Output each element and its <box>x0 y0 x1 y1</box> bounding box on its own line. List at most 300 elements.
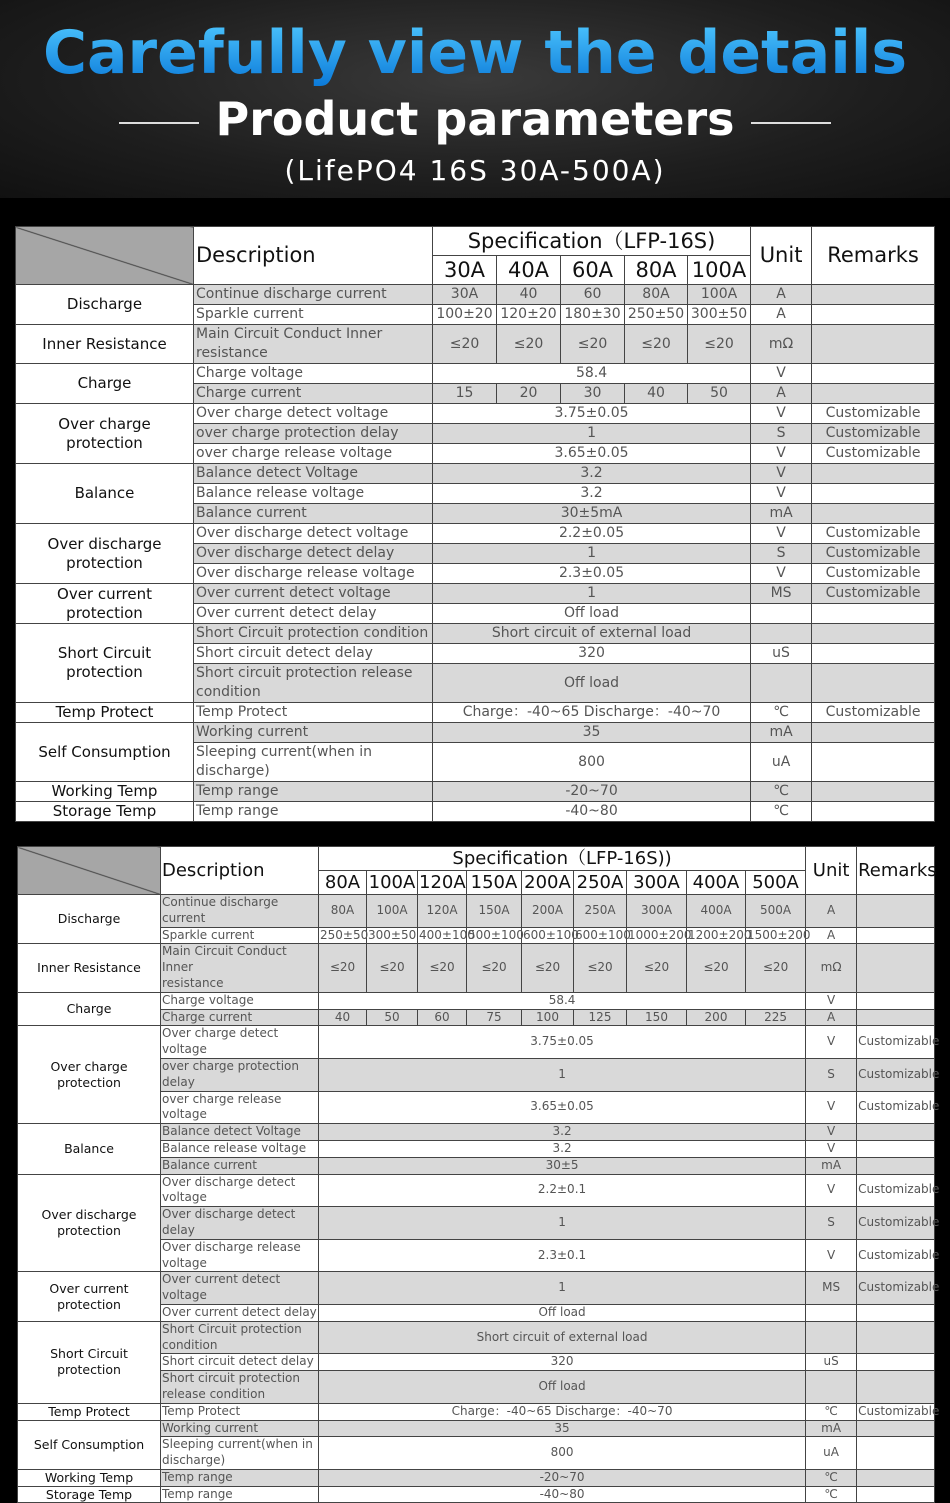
remark-cell: Customizable <box>857 1403 935 1420</box>
remark-cell: Customizable <box>857 1058 935 1091</box>
remark-cell: Customizable <box>812 584 935 604</box>
category-cell: Balance <box>16 464 194 524</box>
value-cell-merged: 1 <box>319 1272 806 1305</box>
table-row <box>16 364 935 384</box>
value-cell: 125 <box>574 1009 627 1026</box>
remark-cell <box>812 464 935 484</box>
remark-cell <box>812 604 935 624</box>
unit-cell: A <box>751 285 812 305</box>
model-column-header: 80A <box>625 256 688 285</box>
unit-cell: V <box>806 1239 857 1272</box>
value-cell-merged: -20~70 <box>433 782 751 802</box>
unit-cell: V <box>751 364 812 384</box>
description-cell: Balance current <box>194 504 433 524</box>
value-cell-merged: 1 <box>433 584 751 604</box>
remark-cell <box>857 1469 935 1486</box>
category-cell: Working Temp <box>18 1469 161 1486</box>
subtitle-text: Product parameters <box>215 92 735 146</box>
value-cell-merged: Charge：-40~65 Discharge：-40~70 <box>433 703 751 723</box>
description-cell: Over charge detect voltage <box>161 1026 319 1059</box>
hero-banner <box>0 0 950 198</box>
value-cell-merged: 58.4 <box>433 364 751 384</box>
unit-cell <box>806 1371 857 1404</box>
value-cell: 150A <box>467 895 522 928</box>
unit-cell: S <box>751 424 812 444</box>
spec-table-30a-100a <box>15 226 935 822</box>
remark-cell: Customizable <box>857 1207 935 1240</box>
table-row <box>18 1403 935 1420</box>
category-cell: Balance <box>18 1124 161 1174</box>
description-cell: Balance detect Voltage <box>161 1124 319 1141</box>
value-cell-merged: 3.75±0.05 <box>319 1026 806 1059</box>
value-cell-merged: 3.65±0.05 <box>319 1091 806 1124</box>
category-cell: Over current protection <box>16 584 194 624</box>
unit-cell: mA <box>806 1420 857 1437</box>
remarks-header: Remarks <box>812 227 935 285</box>
description-cell: Temp range <box>194 802 433 822</box>
hero-title: Carefully view the details <box>0 18 950 88</box>
table-row <box>16 723 935 743</box>
specification-header: Specification（LFP-16S) <box>433 227 751 256</box>
category-cell: Temp Protect <box>16 703 194 723</box>
value-cell-merged: Off load <box>433 604 751 624</box>
unit-cell <box>751 624 812 644</box>
value-cell: 400±100 <box>418 927 467 944</box>
table-row <box>18 1272 935 1305</box>
description-cell: Short circuit protection release condition <box>194 664 433 703</box>
table-row <box>16 802 935 822</box>
value-cell: ≤20 <box>418 944 467 992</box>
value-cell-merged: 1 <box>433 424 751 444</box>
divider-right <box>751 122 831 124</box>
table-row <box>18 944 935 992</box>
model-column-header: 150A <box>467 871 522 895</box>
value-cell-merged: 35 <box>433 723 751 743</box>
remark-cell <box>812 325 935 364</box>
category-cell: Over current protection <box>18 1272 161 1321</box>
unit-cell: A <box>751 305 812 325</box>
value-cell: ≤20 <box>522 944 574 992</box>
value-cell: 300A <box>627 895 687 928</box>
value-cell: ≤20 <box>467 944 522 992</box>
value-cell: 50 <box>688 384 751 404</box>
description-cell: Over discharge detect delay <box>161 1207 319 1240</box>
remark-cell: Customizable <box>812 544 935 564</box>
remark-cell: Customizable <box>857 1026 935 1059</box>
value-cell: ≤20 <box>497 325 561 364</box>
table-row <box>16 624 935 644</box>
value-cell: 120±20 <box>497 305 561 325</box>
remark-cell: Customizable <box>857 1272 935 1305</box>
remark-cell: Customizable <box>812 444 935 464</box>
remark-cell <box>857 1354 935 1371</box>
description-cell: Main Circuit Conduct Inner resistance <box>161 944 319 992</box>
unit-cell: V <box>751 404 812 424</box>
remark-cell <box>812 802 935 822</box>
specification-header: Specification（LFP-16S)) <box>319 847 806 871</box>
remark-cell <box>812 743 935 782</box>
description-cell: Temp Protect <box>194 703 433 723</box>
value-cell: 500±100 <box>467 927 522 944</box>
table-row <box>16 703 935 723</box>
category-cell: Temp Protect <box>18 1403 161 1420</box>
unit-cell: V <box>751 464 812 484</box>
description-cell: Working current <box>161 1420 319 1437</box>
unit-cell: ℃ <box>806 1403 857 1420</box>
remark-cell <box>857 1009 935 1026</box>
table-row <box>18 1469 935 1486</box>
value-cell: 20 <box>497 384 561 404</box>
value-cell-merged: 2.3±0.1 <box>319 1239 806 1272</box>
value-cell: 150 <box>627 1009 687 1026</box>
value-cell: 50 <box>367 1009 418 1026</box>
model-column-header: 250A <box>574 871 627 895</box>
table-row <box>16 325 935 364</box>
remark-cell <box>812 504 935 524</box>
remark-cell: Customizable <box>857 1174 935 1207</box>
remark-cell: Customizable <box>857 1091 935 1124</box>
description-cell: Over current detect voltage <box>161 1272 319 1305</box>
category-cell: Over charge protection <box>16 404 194 464</box>
unit-cell: V <box>751 524 812 544</box>
value-cell-merged: 3.2 <box>319 1140 806 1157</box>
value-cell: 250±50 <box>319 927 367 944</box>
description-cell: Over discharge release voltage <box>161 1239 319 1272</box>
value-cell: 500A <box>746 895 806 928</box>
value-cell-merged: 58.4 <box>319 992 806 1009</box>
unit-cell: ℃ <box>751 802 812 822</box>
table-row <box>18 1026 935 1059</box>
value-cell-merged: 2.2±0.1 <box>319 1174 806 1207</box>
table-row <box>18 1174 935 1207</box>
remark-cell <box>857 1321 935 1354</box>
category-cell: Self Consumption <box>16 723 194 782</box>
description-cell: Continue discharge current <box>194 285 433 305</box>
value-cell-merged: 1 <box>433 544 751 564</box>
remark-cell: Customizable <box>812 524 935 544</box>
table-row <box>16 285 935 305</box>
table-row <box>18 1420 935 1437</box>
description-cell: Balance release voltage <box>194 484 433 504</box>
unit-cell: V <box>751 564 812 584</box>
description-cell: over charge protection delay <box>161 1058 319 1091</box>
value-cell-merged: 1 <box>319 1058 806 1091</box>
description-cell: Balance release voltage <box>161 1140 319 1157</box>
value-cell: 100A <box>688 285 751 305</box>
remark-cell: Customizable <box>812 424 935 444</box>
value-cell-merged: 30±5 <box>319 1157 806 1174</box>
unit-cell: MS <box>806 1272 857 1305</box>
value-cell: ≤20 <box>687 944 746 992</box>
unit-cell: uA <box>806 1437 857 1470</box>
value-cell: 300±50 <box>367 927 418 944</box>
value-cell: 30 <box>561 384 625 404</box>
remark-cell <box>857 927 935 944</box>
table-row <box>16 782 935 802</box>
unit-cell: ℃ <box>751 782 812 802</box>
remark-cell <box>857 1420 935 1437</box>
table-row <box>16 524 935 544</box>
description-cell: Charge voltage <box>161 992 319 1009</box>
value-cell: 100±20 <box>433 305 497 325</box>
unit-cell: V <box>751 484 812 504</box>
value-cell: 1500±200 <box>746 927 806 944</box>
divider-left <box>119 122 199 124</box>
value-cell-merged: 2.2±0.05 <box>433 524 751 544</box>
unit-cell: ℃ <box>806 1469 857 1486</box>
value-cell: ≤20 <box>746 944 806 992</box>
value-cell-merged: 3.2 <box>433 484 751 504</box>
category-cell: Storage Temp <box>18 1486 161 1503</box>
value-cell: 60 <box>561 285 625 305</box>
model-column-header: 100A <box>688 256 751 285</box>
description-header: Description <box>194 227 433 285</box>
value-cell: 600±100 <box>522 927 574 944</box>
remark-cell <box>812 644 935 664</box>
description-cell: Over current detect delay <box>194 604 433 624</box>
model-column-header: 60A <box>561 256 625 285</box>
value-cell: 250±50 <box>625 305 688 325</box>
unit-cell: mA <box>806 1157 857 1174</box>
value-cell: 400A <box>687 895 746 928</box>
value-cell: 40 <box>497 285 561 305</box>
unit-cell <box>806 1304 857 1321</box>
category-cell: Inner Resistance <box>16 325 194 364</box>
table-row <box>18 1124 935 1141</box>
remark-cell <box>812 723 935 743</box>
description-cell: Over discharge detect delay <box>194 544 433 564</box>
category-cell: Inner Resistance <box>18 944 161 992</box>
value-cell: 40 <box>625 384 688 404</box>
category-cell: Storage Temp <box>16 802 194 822</box>
value-cell: 80A <box>319 895 367 928</box>
unit-cell: S <box>806 1207 857 1240</box>
remark-cell <box>812 305 935 325</box>
description-cell: Temp range <box>161 1486 319 1503</box>
remark-cell <box>857 1157 935 1174</box>
unit-cell: uS <box>806 1354 857 1371</box>
description-cell: Charge current <box>161 1009 319 1026</box>
value-cell: 300±50 <box>688 305 751 325</box>
category-cell: Over discharge protection <box>18 1174 161 1272</box>
remark-cell <box>857 1437 935 1470</box>
description-cell: Short circuit detect delay <box>194 644 433 664</box>
unit-cell <box>806 1321 857 1354</box>
description-cell: Charge current <box>194 384 433 404</box>
description-cell: Sleeping current(when in discharge) <box>194 743 433 782</box>
unit-header: Unit <box>806 847 857 895</box>
value-cell-merged: 3.65±0.05 <box>433 444 751 464</box>
model-column-header: 100A <box>367 871 418 895</box>
description-header: Description <box>161 847 319 895</box>
unit-cell: V <box>751 444 812 464</box>
corner-cell <box>16 227 194 285</box>
value-cell: ≤20 <box>319 944 367 992</box>
remark-cell <box>812 285 935 305</box>
value-cell: 100 <box>522 1009 574 1026</box>
value-cell: 75 <box>467 1009 522 1026</box>
value-cell: 15 <box>433 384 497 404</box>
category-cell: Discharge <box>18 895 161 944</box>
description-cell: Short circuit detect delay <box>161 1354 319 1371</box>
value-cell-merged: 800 <box>433 743 751 782</box>
unit-cell: mA <box>751 723 812 743</box>
value-cell-merged: 320 <box>433 644 751 664</box>
description-cell: Short circuit protection release condition <box>161 1371 319 1404</box>
value-cell: 120A <box>418 895 467 928</box>
table-row <box>16 404 935 424</box>
remarks-header: Remarks <box>857 847 935 895</box>
corner-cell <box>18 847 161 895</box>
value-cell-merged: 3.2 <box>433 464 751 484</box>
description-cell: Temp Protect <box>161 1403 319 1420</box>
value-cell: ≤20 <box>627 944 687 992</box>
category-cell: Self Consumption <box>18 1420 161 1469</box>
description-cell: Balance current <box>161 1157 319 1174</box>
description-cell: Sparkle current <box>194 305 433 325</box>
value-cell-merged: 320 <box>319 1354 806 1371</box>
category-cell: Short Circuit protection <box>18 1321 161 1403</box>
unit-cell: S <box>806 1058 857 1091</box>
remark-cell <box>857 1371 935 1404</box>
value-cell-merged: 35 <box>319 1420 806 1437</box>
remark-cell: Customizable <box>812 564 935 584</box>
remark-cell <box>857 992 935 1009</box>
description-cell: Temp range <box>194 782 433 802</box>
table-row <box>18 992 935 1009</box>
remark-cell <box>812 484 935 504</box>
value-cell-merged: 3.2 <box>319 1124 806 1141</box>
unit-cell: mΩ <box>806 944 857 992</box>
category-cell: Discharge <box>16 285 194 325</box>
value-cell-merged: 800 <box>319 1437 806 1470</box>
model-column-header: 40A <box>497 256 561 285</box>
description-cell: Sparkle current <box>161 927 319 944</box>
value-cell: ≤20 <box>561 325 625 364</box>
value-cell: 30A <box>433 285 497 305</box>
category-cell: Over charge protection <box>18 1026 161 1124</box>
description-cell: over charge release voltage <box>194 444 433 464</box>
value-cell-merged: Off load <box>433 664 751 703</box>
value-cell-merged: 2.3±0.05 <box>433 564 751 584</box>
unit-cell: mΩ <box>751 325 812 364</box>
value-cell: 80A <box>625 285 688 305</box>
category-cell: Charge <box>18 992 161 1026</box>
value-cell: 100A <box>367 895 418 928</box>
value-cell-merged: -40~80 <box>319 1486 806 1503</box>
model-column-header: 120A <box>419 871 466 893</box>
category-cell: Over discharge protection <box>16 524 194 584</box>
unit-cell: S <box>751 544 812 564</box>
unit-cell <box>751 664 812 703</box>
description-cell: Over current detect voltage <box>194 584 433 604</box>
unit-cell: V <box>806 1140 857 1157</box>
value-cell: 60 <box>418 1009 467 1026</box>
remark-cell <box>812 384 935 404</box>
description-cell: Working current <box>194 723 433 743</box>
unit-cell: V <box>806 992 857 1009</box>
category-cell: Charge <box>16 364 194 404</box>
description-cell: over charge release voltage <box>161 1091 319 1124</box>
unit-cell: ℃ <box>751 703 812 723</box>
description-cell: Sleeping current(when in discharge) <box>161 1437 319 1470</box>
remark-cell <box>857 1486 935 1503</box>
value-cell: ≤20 <box>574 944 627 992</box>
remark-cell <box>857 944 935 992</box>
unit-cell: V <box>806 1091 857 1124</box>
description-cell: Over discharge release voltage <box>194 564 433 584</box>
unit-cell: A <box>806 1009 857 1026</box>
value-cell-merged: -20~70 <box>319 1469 806 1486</box>
description-cell: Over charge detect voltage <box>194 404 433 424</box>
value-cell: 180±30 <box>561 305 625 325</box>
spec-table-80a-500a <box>17 846 940 1503</box>
table-row <box>16 464 935 484</box>
remark-cell <box>812 624 935 644</box>
remark-cell: Customizable <box>857 1239 935 1272</box>
unit-cell: MS <box>751 584 812 604</box>
unit-cell: A <box>806 927 857 944</box>
value-cell: 40 <box>319 1009 367 1026</box>
value-cell: 600±100 <box>574 927 627 944</box>
remark-cell: Customizable <box>812 703 935 723</box>
category-cell: Working Temp <box>16 782 194 802</box>
unit-cell <box>751 604 812 624</box>
description-cell: Over discharge detect voltage <box>161 1174 319 1207</box>
description-cell: Short Circuit protection condition <box>194 624 433 644</box>
value-cell-merged: -40~80 <box>433 802 751 822</box>
description-cell: Main Circuit Conduct Inner resistance <box>194 325 433 364</box>
unit-cell: V <box>806 1124 857 1141</box>
remark-cell: Customizable <box>812 404 935 424</box>
description-cell: Over current detect delay <box>161 1304 319 1321</box>
description-cell: Short Circuit protection condition <box>161 1321 319 1354</box>
remark-cell <box>812 782 935 802</box>
value-cell: ≤20 <box>367 944 418 992</box>
description-cell: Balance detect Voltage <box>194 464 433 484</box>
header-row <box>18 847 935 871</box>
remark-cell <box>857 1140 935 1157</box>
model-column-header: 300A <box>627 871 687 895</box>
unit-cell: V <box>806 1174 857 1207</box>
table-row <box>18 1486 935 1503</box>
table-row <box>18 1321 935 1354</box>
header-row <box>16 227 935 256</box>
remark-cell <box>812 364 935 384</box>
model-label: (LifePO4 16S 30A-500A) <box>284 154 666 187</box>
value-cell: 250A <box>574 895 627 928</box>
remark-cell <box>857 895 935 928</box>
model-column-header: 30A <box>433 256 497 285</box>
unit-cell: ℃ <box>806 1486 857 1503</box>
model-column-header: 80A <box>319 871 367 895</box>
value-cell-merged: 3.75±0.05 <box>433 404 751 424</box>
value-cell: 200 <box>687 1009 746 1026</box>
value-cell: 225 <box>746 1009 806 1026</box>
value-cell: 200A <box>522 895 574 928</box>
value-cell: ≤20 <box>433 325 497 364</box>
description-cell: Temp range <box>161 1469 319 1486</box>
description-cell: Continue discharge current <box>161 895 319 928</box>
description-cell: over charge protection delay <box>194 424 433 444</box>
model-column-header: 200A <box>522 871 574 895</box>
value-cell-merged: Short circuit of external load <box>433 624 751 644</box>
unit-cell: A <box>751 384 812 404</box>
description-cell: Charge voltage <box>194 364 433 384</box>
unit-header: Unit <box>751 227 812 285</box>
unit-cell: V <box>806 1026 857 1059</box>
value-cell: ≤20 <box>625 325 688 364</box>
